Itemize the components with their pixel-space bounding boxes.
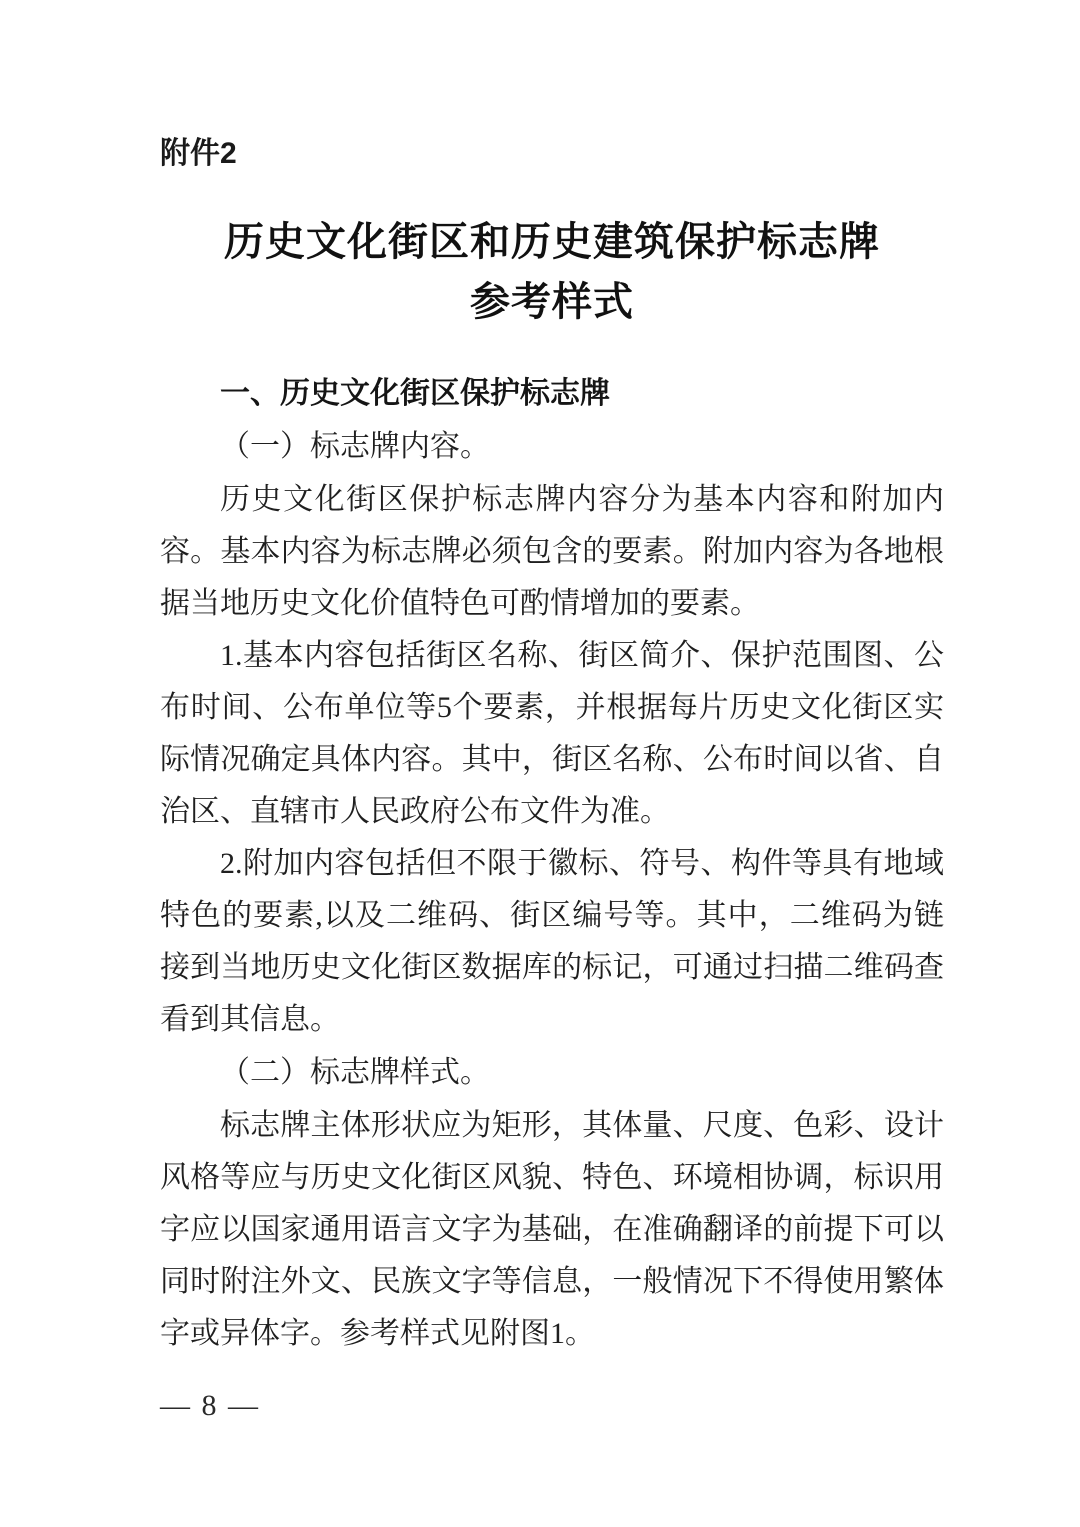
attachment-label: 附件2 (160, 137, 237, 170)
paragraph-additional-content (160, 838, 944, 1046)
text-line: 接到当地历史文化街区数据库的标记，可通过扫描二维码查 (160, 951, 944, 984)
text-line: 同时附注外文、民族文字等信息，一般情况下不得使用繁体 (160, 1265, 944, 1298)
text-line: 字或异体字。参考样式见附图1。 (160, 1317, 595, 1350)
text-line: 容。基本内容为标志牌必须包含的要素。附加内容为各地根 (160, 535, 944, 568)
paragraph-basic-content (160, 630, 944, 838)
sub-heading-sign-style: （二）标志牌样式。 (220, 1056, 490, 1089)
page-number: — 8 — (160, 1389, 260, 1422)
paragraph-sign-style (160, 1100, 944, 1360)
sub-heading-sign-content: （一）标志牌内容。 (220, 430, 490, 463)
text-line: 布时间、公布单位等5个要素，并根据每片历史文化街区实 (160, 691, 944, 724)
section-heading-1: 一、历史文化街区保护标志牌 (220, 377, 610, 410)
text-line: 标志牌主体形状应为矩形，其体量、尺度、色彩、设计 (220, 1109, 944, 1142)
text-line: 特色的要素,以及二维码、街区编号等。其中，二维码为链 (160, 899, 944, 932)
text-line: 历史文化街区保护标志牌内容分为基本内容和附加内 (220, 483, 944, 516)
text-line: 字应以国家通用语言文字为基础，在准确翻译的前提下可以 (160, 1213, 944, 1246)
text-line: 风格等应与历史文化街区风貌、特色、环境相协调，标识用 (160, 1161, 944, 1194)
text-line: 看到其信息。 (160, 1003, 340, 1036)
text-line: 据当地历史文化价值特色可酌情增加的要素。 (160, 587, 760, 620)
text-line: 际情况确定具体内容。其中，街区名称、公布时间以省、自 (160, 743, 944, 776)
text-line: 治区、直辖市人民政府公布文件为准。 (160, 795, 670, 828)
text-line: 1.基本内容包括街区名称、街区简介、保护范围图、公 (220, 639, 944, 672)
text-line: 2.附加内容包括但不限于徽标、符号、构件等具有地域 (220, 847, 944, 880)
document-title (160, 212, 944, 332)
document-title-line-2: 参考样式 (470, 280, 634, 324)
document-title-line-1: 历史文化街区和历史建筑保护标志牌 (224, 220, 880, 264)
paragraph-intro (160, 474, 944, 630)
